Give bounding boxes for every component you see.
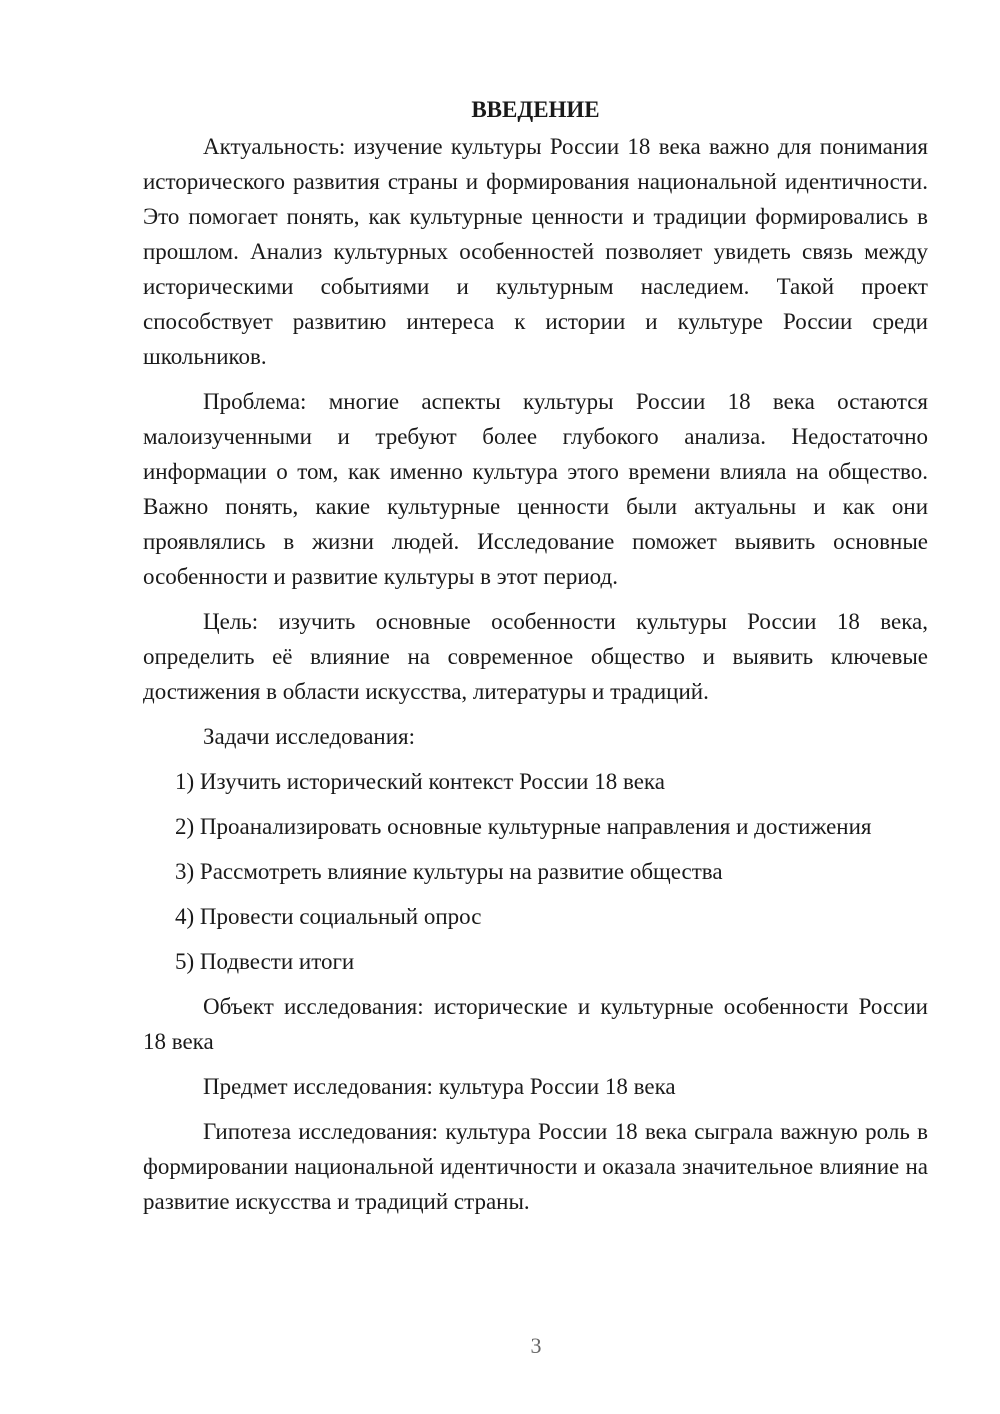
task-item-1: 1) Изучить исторический контекст России 18 века bbox=[175, 769, 665, 794]
task-item-4: 4) Провести социальный опрос bbox=[175, 904, 482, 929]
research-subject-paragraph: Предмет исследования: культура России 18 века bbox=[203, 1074, 676, 1099]
research-object-paragraph: Объект исследования: исторические и культурные особенности России 18 века bbox=[143, 994, 928, 1054]
page-content bbox=[143, 92, 928, 1229]
task-item-3: 3) Рассмотреть влияние культуры на развитие общества bbox=[175, 859, 723, 884]
task-item-2: 2) Проанализировать основные культурные направления и достижения bbox=[175, 814, 872, 839]
page-number: 3 bbox=[530, 1333, 542, 1358]
goal-paragraph: Цель: изучить основные особенности культуры России 18 века, определить её влияние на современное общество и выявить ключевые достижения в области искусства, литературы и традиций. bbox=[143, 609, 928, 704]
section-title: ВВЕДЕНИЕ bbox=[471, 97, 600, 122]
problem-paragraph: Проблема: многие аспекты культуры России 18 века остаются малоизученными и требуют более глубокого анализа. Недостаточно информации о том, как именно культура этого времени влияла на общество. Важно понять, какие культурные ценности были актуальны и как они проявлялись в жизни людей. Исследование поможет выявить основные особенности и развитие культуры в этот период. bbox=[143, 389, 928, 589]
task-item-5: 5) Подвести итоги bbox=[175, 949, 355, 974]
tasks-heading: Задачи исследования: bbox=[203, 724, 416, 749]
hypothesis-paragraph: Гипотеза исследования: культура России 18 века сыграла важную роль в формировании национальной идентичности и оказала значительное влияние на развитие искусства и традиций страны. bbox=[143, 1119, 928, 1214]
relevance-paragraph: Актуальность: изучение культуры России 18 века важно для понимания исторического развития страны и формирования национальной идентичности. Это помогает понять, как культурные ценности и традиции формировались в прошлом. Анализ культурных особенностей позволяет увидеть связь между историческими событиями и культурным наследием. Такой проект способствует развитию интереса к истории и культуре России среди школьников. bbox=[143, 134, 928, 369]
